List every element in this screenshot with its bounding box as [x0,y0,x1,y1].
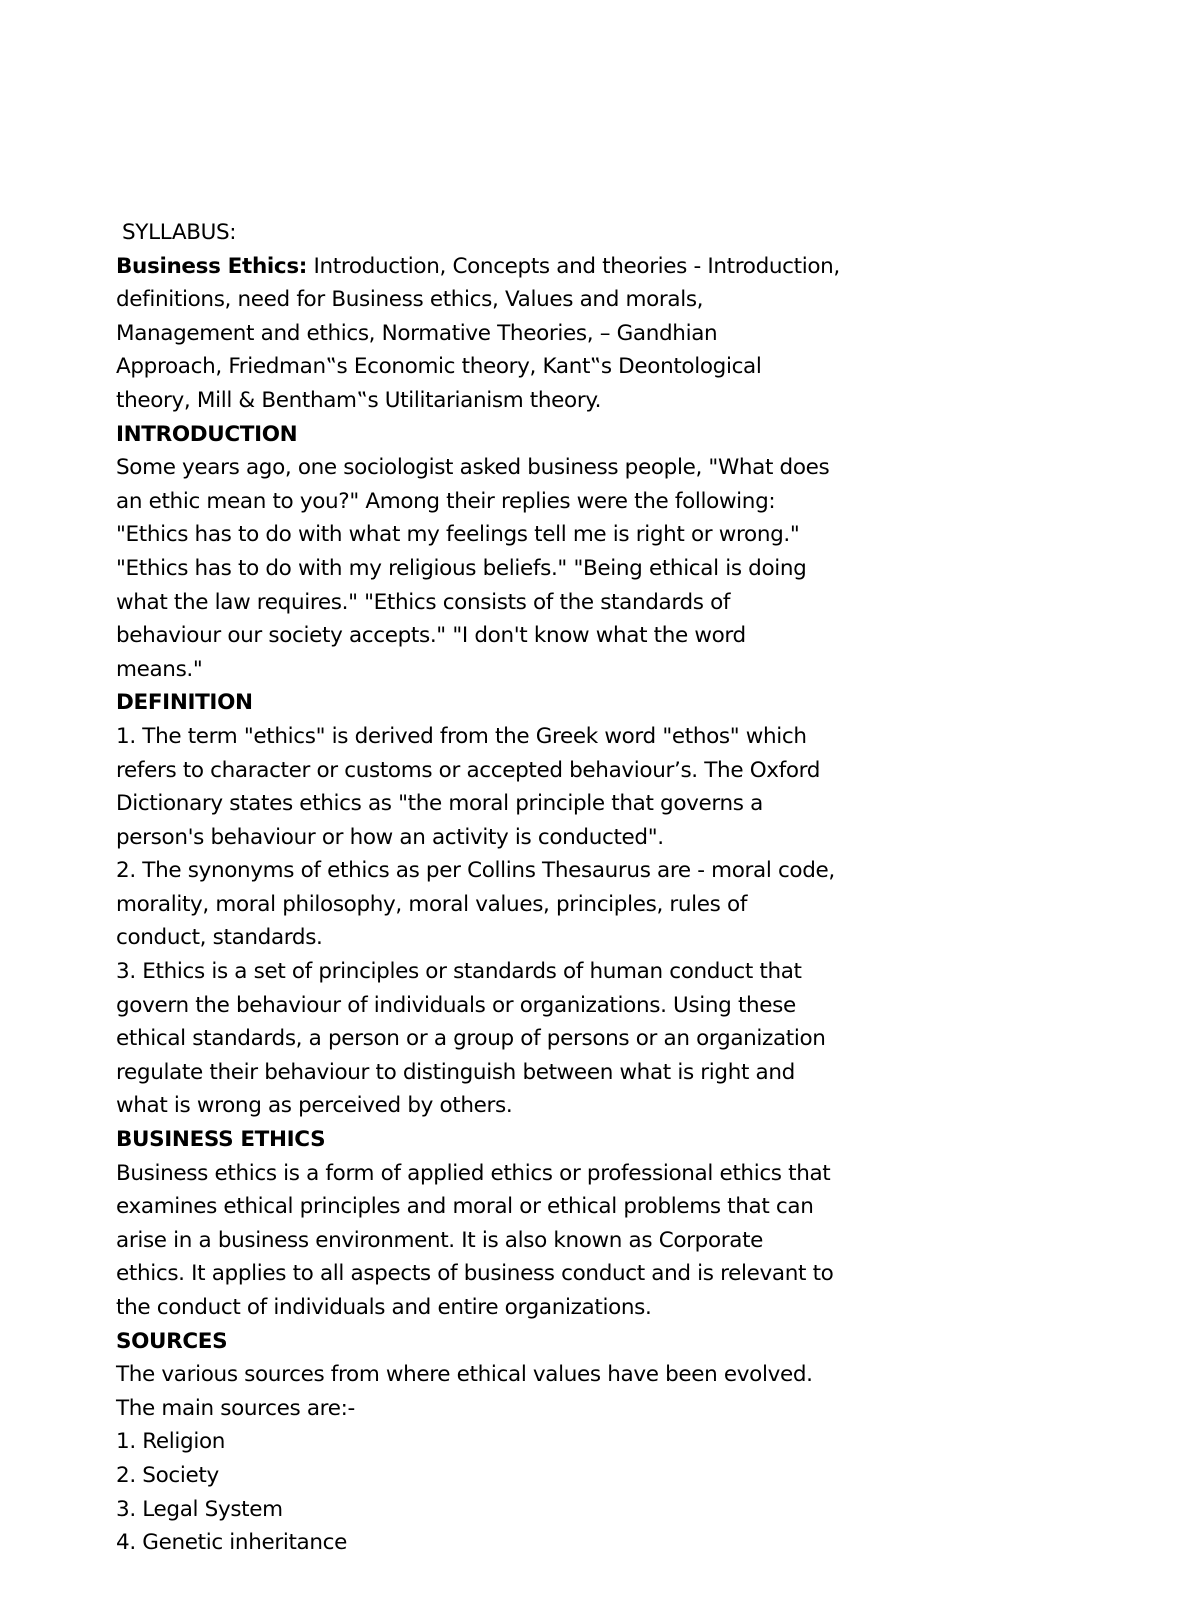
definition-line: regulate their behaviour to distinguish between what is right and [116,1059,795,1085]
definition-line: morality, moral philosophy, moral values, principles, rules of [116,891,748,917]
business-ethics-line: arise in a business environment. It is also known as Corporate [116,1227,764,1253]
sources-list-item: 1. Religion [116,1429,226,1455]
heading-business-ethics: BUSINESS ETHICS [116,1127,326,1153]
introduction-line: means." [116,656,203,682]
introduction-line: Some years ago, one sociologist asked business people, "What does [116,455,830,481]
heading-sources: SOURCES [116,1328,228,1354]
definition-line: 1. The term "ethics" is derived from the Greek word "ethos" which [116,723,807,749]
syllabus-line: definitions, need for Business ethics, Values and morals, [116,287,704,313]
definition-line: ethical standards, a person or a group of persons or an organization [116,1026,826,1052]
sources-list-item: 2. Society [116,1462,219,1488]
definition-line: Dictionary states ethics as "the moral principle that governs a [116,791,763,817]
definition-line: refers to character or customs or accepted behaviour’s. The Oxford [116,757,821,783]
business-ethics-line: ethics. It applies to all aspects of business conduct and is relevant to [116,1261,834,1287]
heading-definition: DEFINITION [116,690,253,716]
definition-line: govern the behaviour of individuals or organizations. Using these [116,992,796,1018]
introduction-line: "Ethics has to do with what my feelings tell me is right or wrong." [116,522,800,548]
business-ethics-line: examines ethical principles and moral or ethical problems that can [116,1194,814,1220]
syllabus-line-1-text: Introduction, Concepts and theories - Introduction, [307,253,840,279]
definition-line: 3. Ethics is a set of principles or standards of human conduct that [116,959,802,985]
syllabus-line-1 [116,250,896,284]
definition-line: 2. The synonyms of ethics as per Collins Thesaurus are - moral code, [116,858,835,884]
syllabus-line: Management and ethics, Normative Theories, – Gandhian [116,320,718,346]
introduction-line: "Ethics has to do with my religious beliefs." "Being ethical is doing [116,555,807,581]
introduction-line: behaviour our society accepts." "I don't know what the word [116,623,746,649]
heading-introduction: INTRODUCTION [116,421,298,447]
syllabus-line: theory, Mill & Bentham‟s Utilitarianism theory. [116,387,602,413]
sources-list-item: 4. Genetic inheritance [116,1530,347,1556]
sources-line: The main sources are:- [116,1395,355,1421]
syllabus-line: Approach, Friedman‟s Economic theory, Kant‟s Deontological [116,354,762,380]
definition-line: conduct, standards. [116,925,323,951]
document-body [116,216,896,1560]
sources-list-item: 3. Legal System [116,1496,283,1522]
definition-line: person's behaviour or how an activity is conducted". [116,824,664,850]
business-ethics-line: Business ethics is a form of applied ethics or professional ethics that [116,1160,831,1186]
definition-line: what is wrong as perceived by others. [116,1093,513,1119]
sources-line: The various sources from where ethical values have been evolved. [116,1362,813,1388]
syllabus-label: SYLLABUS: [122,220,237,245]
introduction-line: an ethic mean to you?" Among their replies were the following: [116,488,776,514]
business-ethics-line: the conduct of individuals and entire organizations. [116,1295,652,1320]
syllabus-lead: Business Ethics: [116,253,308,279]
introduction-line: what the law requires." "Ethics consists of the standards of [116,589,731,615]
